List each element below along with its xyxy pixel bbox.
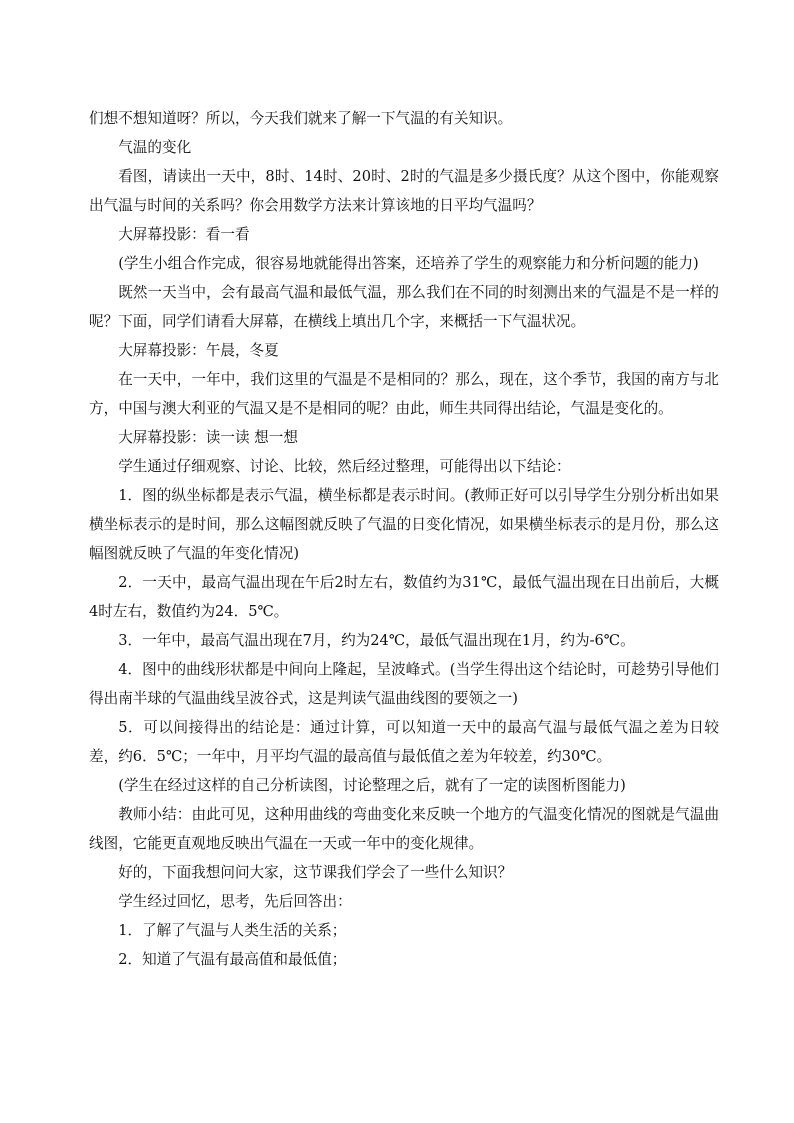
paragraph-conclusions-intro: 学生通过仔细观察、讨论、比较，然后经过整理，可能得出以下结论： bbox=[118, 458, 571, 475]
document-page bbox=[89, 104, 719, 974]
paragraph-review-question: 好的，下面我想问问大家，这节课我们学会了一些什么知识？ bbox=[118, 864, 513, 881]
conclusion-item-5: 5．可以间接得出的结论是：通过计算，可以知道一天中的最高气温与最低气温之差为日较差，约6．5℃；一年中，月平均气温的最高值与最低值之差为年较差，约30℃。 bbox=[89, 719, 719, 765]
projection-label-read-think: 大屏幕投影：读一读 想一想 bbox=[118, 429, 298, 446]
paragraph-teacher-summary: 教师小结：由此可见，这种用曲线的弯曲变化来反映一个地方的气温变化情况的图就是气温曲线图，它能更直观地反映出气温在一天或一年中的变化规律。 bbox=[89, 806, 719, 852]
paragraph-highest-lowest: 既然一天当中，会有最高气温和最低气温，那么我们在不同的时刻测出来的气温是不是一样的呢？下面，同学们请看大屏幕，在横线上填出几个字，来概括一下气温状况。 bbox=[89, 284, 719, 330]
paragraph-temperature-varies: 在一天中，一年中，我们这里的气温是不是相同的？那么，现在，这个季节，我国的南方与北方，中国与澳大利亚的气温又是不是相同的呢？由此，师生共同得出结论，气温是变化的。 bbox=[89, 371, 719, 417]
paragraph-students-answer: 学生经过回忆，思考，先后回答出： bbox=[118, 893, 352, 910]
paragraph-analysis-note: (学生在经过这样的自己分析读图，讨论整理之后，就有了一定的读图析图能力) bbox=[118, 777, 626, 794]
conclusion-item-4: 4．图中的曲线形状都是中间向上隆起，呈波峰式。(当学生得出这个结论时，可趁势引导他们得出南半球的气温曲线呈波谷式，这是判读气温曲线图的要领之一) bbox=[89, 661, 719, 707]
paragraph-group-work-note: (学生小组合作完成，很容易地就能得出答案，还培养了学生的观察能力和分析问题的能力) bbox=[118, 255, 699, 272]
projection-label-seasons: 大屏幕投影：午晨，冬夏 bbox=[118, 342, 279, 359]
conclusion-item-3: 3．一年中，最高气温出现在7月，约为24℃，最低气温出现在1月，约为-6℃。 bbox=[118, 632, 635, 649]
conclusion-item-2: 2．一天中，最高气温出现在午后2时左右，数值约为31℃，最低气温出现在日出前后，大概4时左右，数值约为24．5℃。 bbox=[89, 574, 719, 620]
paragraph-intro-continuation: 们想不想知道呀？所以，今天我们就来了解一下气温的有关知识。 bbox=[89, 110, 513, 127]
summary-item-2: 2．知道了气温有最高值和最低值； bbox=[118, 951, 347, 968]
projection-label-look: 大屏幕投影：看一看 bbox=[118, 226, 250, 243]
conclusion-item-1: 1．图的纵坐标都是表示气温，横坐标都是表示时间。(教师正好可以引导学生分别分析出如果横坐标表示的是时间，那么这幅图就反映了气温的日变化情况，如果横坐标表示的是月份，那么这幅图就反映了气温的年变化情况) bbox=[89, 487, 719, 562]
section-heading-temperature-change: 气温的变化 bbox=[118, 139, 192, 156]
summary-item-1: 1．了解了气温与人类生活的关系； bbox=[118, 922, 347, 939]
paragraph-read-chart: 看图，请读出一天中，8时、14时、20时、2时的气温是多少摄氏度？从这个图中，你能观察出气温与时间的关系吗？你会用数学方法来计算该地的日平均气温吗？ bbox=[89, 168, 719, 214]
